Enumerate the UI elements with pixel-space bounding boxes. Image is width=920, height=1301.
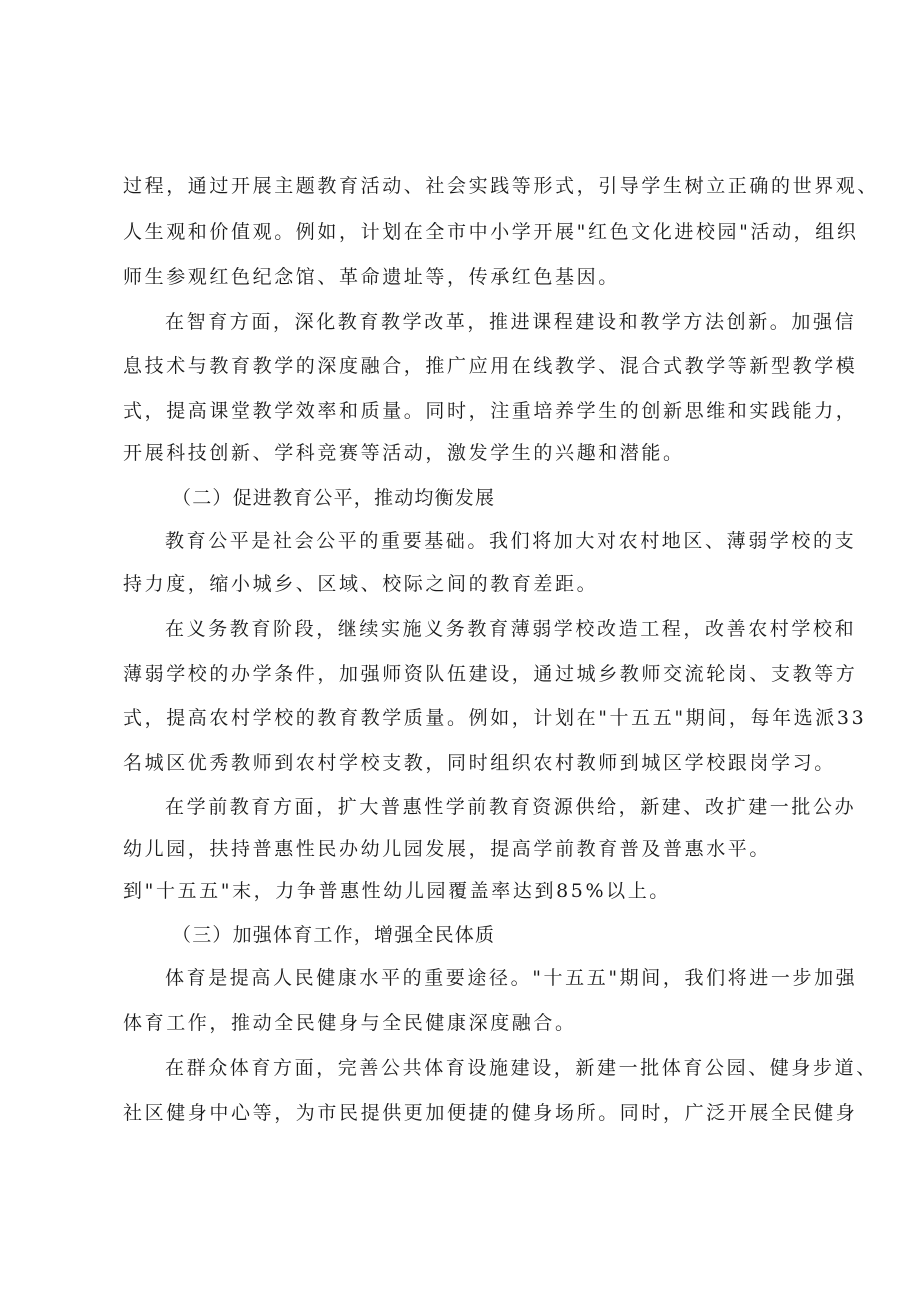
text-line-13: 式，提高农村学校的教育教学质量。例如，计划在"十五五"期间，每年选派33 — [123, 707, 867, 729]
text-line-5: 息技术与教育教学的深度融合，推广应用在线教学、混合式教学等新型教学模 — [123, 355, 858, 377]
text-line-17: 到"十五五"末，力争普惠性幼儿园覆盖率达到85%以上。 — [123, 880, 671, 902]
text-line-10: 持力度，缩小城乡、区域、校际之间的教育差距。 — [123, 573, 599, 595]
text-line-2: 人生观和价值观。例如，计划在全市中小学开展"红色文化进校园"活动，组织 — [123, 221, 859, 243]
text-line-15: 在学前教育方面，扩大普惠性学前教育资源供给，新建、改扩建一批公办 — [165, 796, 857, 818]
text-line-20: 体育工作，推动全民健身与全民健康深度融合。 — [123, 1012, 577, 1034]
text-line-1: 过程，通过开展主题教育活动、社会实践等形式，引导学生树立正确的世界观、 — [123, 175, 880, 197]
text-line-21: 在群众体育方面，完善公共体育设施建设，新建一批体育公园、健身步道、 — [165, 1057, 878, 1079]
text-line-11: 在义务教育阶段，继续实施义务教育薄弱学校改造工程，改善农村学校和 — [165, 618, 857, 640]
text-line-7: 开展科技创新、学科竞赛等活动，激发学生的兴趣和潜能。 — [123, 442, 685, 464]
text-line-14: 名城区优秀教师到农村学校支教，同时组织农村教师到城区学校跟岗学习。 — [123, 752, 836, 774]
text-line-22: 社区健身中心等，为市民提供更加便捷的健身场所。同时，广泛开展全民健身 — [123, 1102, 858, 1124]
text-line-6: 式，提高课堂教学效率和质量。同时，注重培养学生的创新思维和实践能力， — [123, 400, 858, 422]
section-heading-3: （三）加强体育工作，增强全民体质 — [172, 924, 496, 946]
text-line-19: 体育是提高人民健康水平的重要途径。"十五五"期间，我们将进一步加强 — [165, 967, 858, 989]
text-line-12: 薄弱学校的办学条件，加强师资队伍建设，通过城乡教师交流轮岗、支教等方 — [123, 663, 858, 685]
text-line-16: 幼儿园，扶持普惠性民办幼儿园发展，提高学前教育普及普惠水平。 — [123, 838, 772, 860]
text-line-9: 教育公平是社会公平的重要基础。我们将加大对农村地区、薄弱学校的支 — [165, 530, 857, 552]
section-heading-2: （二）促进教育公平，推动均衡发展 — [172, 487, 496, 509]
text-line-3: 师生参观红色纪念馆、革命遗址等，传承红色基因。 — [123, 266, 620, 288]
text-line-4: 在智育方面，深化教育教学改革，推进课程建设和教学方法创新。加强信 — [165, 311, 857, 333]
